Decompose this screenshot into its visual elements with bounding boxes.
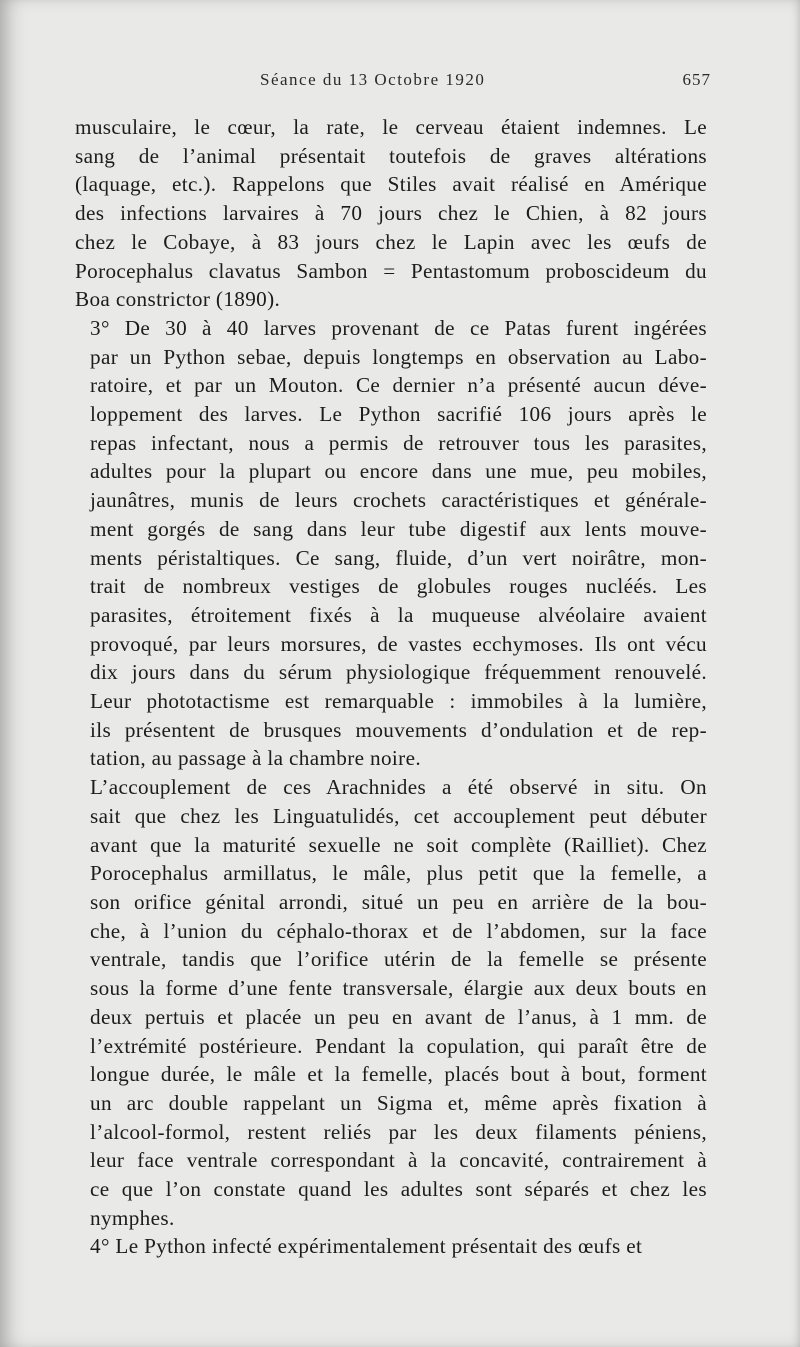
text-line: 3° De 30 à 40 larves provenant de ce Patas furent ingérées: [90, 315, 707, 340]
text-line: adultes pour la plupart ou encore dans une mue, peu mobiles,: [90, 459, 707, 484]
text-line: des infections larvaires à 70 jours chez le Chien, à 82 jours: [75, 201, 707, 226]
text-line: ventrale, tandis que l’orifice utérin de la femelle se présente: [90, 947, 707, 972]
paragraph: [75, 314, 707, 773]
text-line: longue durée, le mâle et la femelle, placés bout à bout, forment: [90, 1062, 707, 1087]
text-line: l’extrémité postérieure. Pendant la copulation, qui paraît être de: [90, 1033, 707, 1058]
text-line: chez le Cobaye, à 83 jours chez le Lapin avec les œufs de: [75, 229, 707, 254]
text-line: ce que l’on constate quand les adultes sont séparés et chez les: [90, 1177, 707, 1202]
text-line: ratoire, et par un Mouton. Ce dernier n’a présenté aucun déve-: [90, 373, 707, 398]
body-text: [75, 113, 707, 1261]
text-line: l’alcool-formol, restent reliés par les deux filaments péniens,: [90, 1119, 707, 1144]
text-line: nymphes.: [90, 1205, 175, 1230]
text-line: tation, au passage à la chambre noire.: [90, 746, 421, 771]
text-line: leur face ventrale correspondant à la concavité, contrairement à: [90, 1148, 707, 1173]
text-line: avant que la maturité sexuelle ne soit complète (Railliet). Chez: [90, 832, 707, 857]
text-line: L’accouplement de ces Arachnides a été observé in situ. On: [90, 775, 707, 800]
text-line: sait que chez les Linguatulidés, cet accouplement peut débuter: [90, 803, 707, 828]
running-head: Séance du 13 Octobre 1920: [260, 70, 486, 89]
text-line: (laquage, etc.). Rappelons que Stiles avait réalisé en Amérique: [75, 172, 707, 197]
text-line: Porocephalus armillatus, le mâle, plus petit que la femelle, a: [90, 861, 707, 886]
text-line: Porocephalus clavatus Sambon = Pentastomum proboscideum du: [75, 258, 707, 283]
text-line: son orifice génital arrondi, situé un peu en arrière de la bou-: [90, 889, 707, 914]
text-line: sous la forme d’une fente transversale, élargie aux deux bouts en: [90, 976, 707, 1001]
text-line: dix jours dans du sérum physiologique fréquemment renouvelé.: [90, 660, 707, 685]
text-line: Boa constrictor (1890).: [75, 287, 281, 312]
text-line: loppement des larves. Le Python sacrifié 106 jours après le: [90, 402, 707, 427]
text-line: deux pertuis et placée un peu en avant de l’anus, à 1 mm. de: [90, 1004, 707, 1029]
text-line: sang de l’animal présentait toutefois de graves altérations: [75, 143, 707, 168]
text-line: provoqué, par leurs morsures, de vastes ecchymoses. Ils ont vécu: [90, 631, 707, 656]
text-line: ments péristaltiques. Ce sang, fluide, d’un vert noirâtre, mon-: [90, 545, 707, 570]
text-line: ment gorgés de sang dans leur tube digestif aux lents mouve-: [90, 516, 707, 541]
text-line: musculaire, le cœur, la rate, le cerveau étaient indemnes. Le: [75, 115, 707, 139]
text-line: parasites, étroitement fixés à la muqueuse alvéolaire avaient: [90, 602, 707, 627]
text-line: repas infectant, nous a permis de retrouver tous les parasites,: [90, 430, 707, 455]
text-line: trait de nombreux vestiges de globules rouges nucléés. Les: [90, 574, 707, 599]
paragraph: [75, 1232, 707, 1261]
text-line: 4° Le Python infecté expérimentalement présentait des œufs et: [90, 1234, 643, 1259]
text-line: par un Python sebae, depuis longtemps en observation au Labo-: [90, 344, 707, 369]
text-line: jaunâtres, munis de leurs crochets caractéristiques et générale-: [90, 488, 707, 513]
text-line: che, à l’union du céphalo-thorax et de l’abdomen, sur la face: [90, 918, 707, 943]
text-line: un arc double rappelant un Sigma et, même après fixation à: [90, 1090, 707, 1115]
text-line: ils présentent de brusques mouvements d’ondulation et de rep-: [90, 717, 707, 742]
paragraph: [75, 113, 707, 314]
page-number: 657: [682, 70, 711, 89]
paragraph: [75, 773, 707, 1232]
text-line: Leur phototactisme est remarquable : immobiles à la lumière,: [90, 689, 707, 714]
